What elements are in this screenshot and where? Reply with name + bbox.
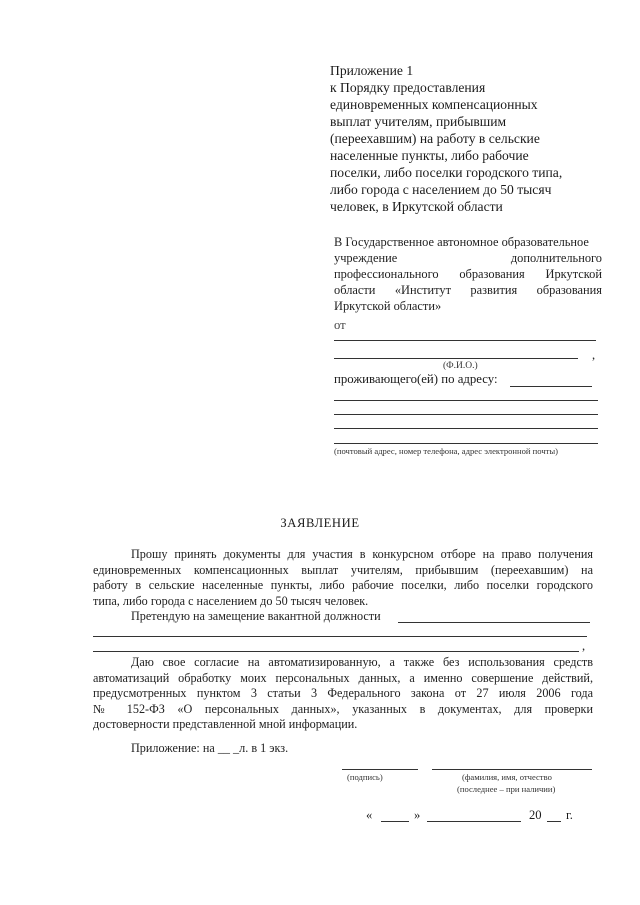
addressee-line: Иркутской области»: [334, 299, 442, 313]
fio-caption: (Ф.И.О.): [443, 361, 478, 371]
signature-line[interactable]: [342, 769, 418, 770]
address-label: проживающего(ей) по адресу:: [334, 372, 498, 386]
addressee-line: области «Институт развития образования: [334, 283, 602, 297]
fio-line-2[interactable]: [334, 358, 578, 359]
annex-line: единовременных компенсационных: [330, 97, 538, 112]
date-open-quote: «: [366, 808, 373, 822]
date-day-line[interactable]: [381, 821, 409, 822]
consent-line: достоверности представленной мной информации.: [93, 717, 358, 732]
annex-line: (переехавшим) на работу в сельские: [330, 131, 540, 146]
consent-paragraph: [93, 655, 593, 733]
fio-comma: ,: [592, 348, 596, 362]
attachment-line: Приложение: на __ _л. в 1 экз.: [131, 741, 289, 755]
consent-line: автоматизаций обработку моих персональных данных, а именно совершение действий,: [93, 670, 593, 685]
request-line: Прошу принять документы для участия в конкурсном отборе на право получения: [131, 547, 593, 561]
address-line-1[interactable]: [334, 400, 598, 401]
annex-line: Приложение 1: [330, 63, 414, 78]
position-line-1[interactable]: [93, 636, 587, 637]
annex-line: населенные пункты, либо рабочие: [330, 148, 529, 163]
annex-line: либо города с населением до 50 тысяч: [330, 182, 552, 197]
date-year-prefix: 20: [529, 808, 542, 822]
position-label: Претендую на замещение вакантной должности: [131, 609, 381, 623]
annex-line: человек, в Иркутской области: [330, 199, 503, 214]
annex-header: [330, 62, 630, 215]
date-month-line[interactable]: [427, 821, 521, 822]
addressee-line: профессионального образования Иркутской: [334, 267, 602, 281]
addressee-line: учреждение дополнительного: [334, 251, 602, 265]
annex-line: поселки, либо поселки городского типа,: [330, 165, 563, 180]
annex-line: выплат учителям, прибывшим: [330, 114, 507, 129]
address-line-0[interactable]: [510, 386, 592, 387]
document-title: ЗАЯВЛЕНИЕ: [280, 516, 360, 530]
position-line-0[interactable]: [398, 622, 590, 623]
position-line-2[interactable]: [93, 651, 579, 652]
request-line: работу в сельские населенные пункты, либо рабочие поселки, либо поселки городского: [93, 578, 593, 593]
address-line-4[interactable]: [334, 443, 598, 444]
full-name-note: (последнее – при наличии): [457, 784, 556, 794]
signature-caption: (подпись): [347, 772, 383, 782]
addressee-line: В Государственное автономное образовательное: [334, 235, 589, 249]
date-year-suffix: г.: [566, 808, 573, 822]
address-line-3[interactable]: [334, 428, 598, 429]
full-name-caption: (фамилия, имя, отчество: [462, 772, 552, 782]
from-label: от: [334, 318, 346, 332]
request-line: типа, либо города с населением до 50 тысяч человек.: [93, 593, 369, 608]
request-line: единовременных компенсационных выплат учителям, прибывшим (переехавшим) на: [93, 562, 593, 577]
contact-caption: (почтовый адрес, номер телефона, адрес электронной почты): [334, 446, 559, 456]
consent-line: Даю свое согласие на автоматизированную, а также без использования средств: [131, 655, 593, 669]
full-name-line[interactable]: [432, 769, 592, 770]
date-year-line[interactable]: [547, 821, 561, 822]
annex-line: к Порядку предоставления: [330, 80, 486, 95]
request-paragraph: [93, 547, 593, 609]
date-close-quote: »: [414, 808, 421, 822]
position-comma: ,: [582, 639, 586, 653]
addressee-block: [334, 234, 602, 314]
fio-line-1[interactable]: [334, 340, 596, 341]
address-line-2[interactable]: [334, 414, 598, 415]
consent-line: № 152-ФЗ «О персональных данных», указанных в документах, для проверки: [93, 701, 593, 716]
consent-line: предусмотренных пунктом 3 статьи 3 Федерального закона от 27 июля 2006 года: [93, 686, 593, 701]
